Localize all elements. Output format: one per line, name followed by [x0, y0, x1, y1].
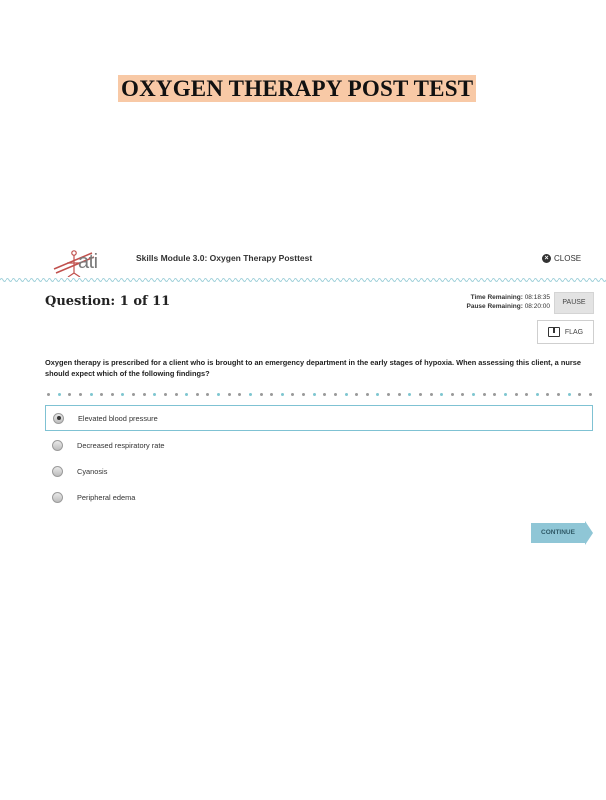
progress-dot: [472, 393, 475, 396]
close-label: CLOSE: [554, 254, 582, 263]
progress-dot: [260, 393, 263, 396]
progress-dot: [90, 393, 93, 396]
progress-dot: [398, 393, 401, 396]
answer-label: Peripheral edema: [77, 492, 136, 502]
continue-label: CONTINUE: [541, 529, 575, 536]
progress-dot: [132, 393, 135, 396]
progress-dot: [504, 393, 507, 396]
radio-button[interactable]: [52, 492, 63, 503]
answer-option-2[interactable]: [45, 432, 593, 458]
progress-dot: [451, 393, 454, 396]
progress-dot: [483, 393, 486, 396]
close-button[interactable]: [542, 254, 581, 263]
progress-dot: [217, 393, 220, 396]
progress-dot: [100, 393, 103, 396]
answer-label: Cyanosis: [77, 466, 108, 476]
progress-dot: [270, 393, 273, 396]
progress-dot: [164, 393, 167, 396]
progress-dot: [153, 393, 156, 396]
document-title: OXYGEN THERAPY POST TEST: [118, 75, 476, 102]
time-remaining-value: 08:18:35: [524, 294, 550, 301]
progress-dot: [111, 393, 114, 396]
bookmark-icon: [548, 327, 560, 337]
progress-dot: [175, 393, 178, 396]
pause-button[interactable]: PAUSE: [554, 292, 594, 314]
progress-dot: [196, 393, 199, 396]
progress-dot: [281, 393, 284, 396]
progress-dot: [525, 393, 528, 396]
continue-button[interactable]: [531, 521, 593, 545]
progress-dot: [578, 393, 581, 396]
progress-dot: [313, 393, 316, 396]
progress-dot: [238, 393, 241, 396]
question-text: Oxygen therapy is prescribed for a client who is brought to an emergency department in the early stages of hypoxia. When assessing this client, a nurse should expect which of the following findings?: [45, 358, 581, 378]
progress-dot: [58, 393, 61, 396]
progress-dot: [206, 393, 209, 396]
pause-remaining-label: Pause Remaining:: [466, 303, 523, 310]
pause-remaining-value: 08:20:00: [524, 303, 550, 310]
logo-text: ati: [78, 251, 98, 273]
progress-dot: [461, 393, 464, 396]
close-icon: ×: [542, 254, 551, 263]
progress-dot: [185, 393, 188, 396]
question-number: Question: 1 of 11: [45, 294, 171, 309]
answer-option-1[interactable]: [45, 405, 593, 431]
progress-dot: [79, 393, 82, 396]
timers: [440, 293, 550, 311]
header-divider: [0, 276, 606, 284]
progress-dot: [589, 393, 592, 396]
progress-dot: [345, 393, 348, 396]
progress-dot: [430, 393, 433, 396]
progress-dot: [355, 393, 358, 396]
progress-dot: [568, 393, 571, 396]
progress-dot: [419, 393, 422, 396]
progress-dot: [47, 393, 50, 396]
radio-button[interactable]: [52, 466, 63, 477]
progress-dot: [440, 393, 443, 396]
answer-label: Decreased respiratory rate: [77, 440, 165, 450]
progress-dot: [334, 393, 337, 396]
progress-dot: [408, 393, 411, 396]
progress-dot: [366, 393, 369, 396]
progress-dot: [546, 393, 549, 396]
flag-label: FLAG: [564, 328, 584, 336]
answer-option-3[interactable]: [45, 458, 593, 484]
progress-dot: [323, 393, 326, 396]
progress-dots: [47, 391, 592, 397]
flag-button[interactable]: [537, 320, 594, 344]
progress-dot: [143, 393, 146, 396]
progress-dot: [493, 393, 496, 396]
progress-dot: [228, 393, 231, 396]
progress-dot: [121, 393, 124, 396]
progress-dot: [557, 393, 560, 396]
answer-option-4[interactable]: [45, 484, 593, 510]
progress-dot: [536, 393, 539, 396]
progress-dot: [291, 393, 294, 396]
time-remaining-label: Time Remaining:: [470, 294, 523, 301]
progress-dot: [302, 393, 305, 396]
progress-dot: [376, 393, 379, 396]
progress-dot: [68, 393, 71, 396]
radio-button-selected[interactable]: [53, 413, 64, 424]
progress-dot: [249, 393, 252, 396]
ati-logo: [52, 243, 112, 277]
radio-button[interactable]: [52, 440, 63, 451]
progress-dot: [515, 393, 518, 396]
module-title: Skills Module 3.0: Oxygen Therapy Posttest: [136, 253, 313, 263]
answer-label: Elevated blood pressure: [78, 413, 158, 423]
progress-dot: [387, 393, 390, 396]
